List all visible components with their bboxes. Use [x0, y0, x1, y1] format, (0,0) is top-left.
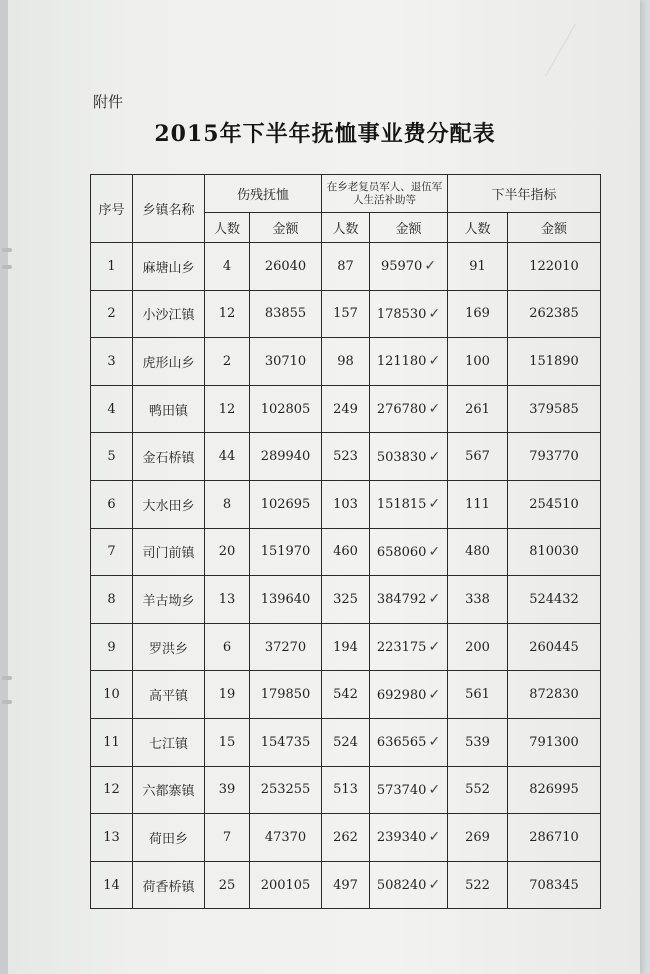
veterans-people	[322, 528, 370, 576]
table-row	[91, 243, 601, 291]
total-amount-text: 379585	[529, 401, 579, 417]
total-people-text: 480	[465, 544, 490, 560]
row-seq-text: 7	[107, 544, 116, 560]
injury-amount-text: 102805	[260, 401, 311, 417]
table-row	[91, 671, 601, 719]
veterans-people	[322, 480, 370, 528]
veterans-amount	[370, 623, 448, 671]
veterans-people-text: 87	[337, 258, 354, 274]
total-people	[448, 290, 508, 338]
row-seq-text: 1	[107, 258, 116, 274]
total-amount-text: 122010	[529, 258, 579, 274]
injury-amount	[250, 671, 322, 719]
table-body	[91, 243, 601, 909]
total-people-text: 269	[465, 829, 490, 845]
veterans-people-text: 513	[333, 782, 358, 798]
veterans-amount	[370, 480, 448, 528]
veterans-people	[322, 243, 370, 291]
injury-amount-text: 47370	[264, 829, 307, 845]
total-amount-text: 254510	[529, 496, 579, 512]
total-people-text: 552	[465, 782, 490, 798]
veterans-people	[322, 861, 370, 909]
township-name-text: 羊古坳乡	[142, 593, 195, 609]
veterans-amount-text: 508240	[376, 878, 427, 894]
total-amount-text: 151890	[529, 353, 579, 369]
injury-people-text: 25	[218, 877, 236, 893]
header-injury-group: 伤残抚恤	[205, 175, 322, 213]
header-amount: 金额	[250, 213, 322, 243]
veterans-amount-text: 658060	[376, 544, 427, 560]
row-seq-text: 11	[103, 734, 120, 750]
veterans-amount	[370, 433, 448, 481]
injury-amount	[250, 718, 322, 766]
header-veterans-group: 在乡老复员军人、退伍军人生活补助等	[322, 175, 448, 213]
total-people-text: 111	[465, 496, 490, 512]
total-people	[448, 766, 508, 814]
injury-amount-text: 26040	[264, 258, 307, 274]
veterans-amount-text: 636565	[376, 735, 427, 751]
table-row	[91, 290, 601, 338]
township-name-text: 鸭田镇	[148, 403, 188, 419]
township-name-text: 麻塘山乡	[142, 260, 195, 276]
veterans-people-text: 194	[333, 639, 358, 655]
total-amount	[508, 861, 601, 909]
injury-people	[205, 385, 250, 433]
total-people-text: 169	[465, 306, 490, 322]
total-amount	[508, 766, 601, 814]
injury-amount	[250, 576, 322, 624]
total-people-text: 91	[469, 258, 486, 274]
veterans-people-text: 157	[333, 306, 358, 322]
row-seq	[91, 338, 133, 386]
veterans-people	[322, 766, 370, 814]
total-people	[448, 861, 508, 909]
injury-amount	[250, 338, 322, 386]
total-people-text: 561	[465, 687, 490, 703]
row-seq-text: 12	[103, 782, 120, 798]
total-people-text: 567	[465, 449, 490, 465]
township-name-text: 荷田乡	[148, 831, 188, 847]
total-people	[448, 718, 508, 766]
veterans-amount-text: 692980	[376, 687, 427, 703]
total-amount	[508, 290, 601, 338]
injury-people	[205, 433, 250, 481]
veterans-amount-text: 573740	[376, 782, 427, 798]
township-name-text: 六都寨镇	[142, 784, 195, 800]
injury-people	[205, 718, 250, 766]
table-row	[91, 433, 601, 481]
township-name	[133, 433, 205, 481]
total-people	[448, 338, 508, 386]
total-amount	[508, 576, 601, 624]
check-mark-icon: ✓	[428, 781, 441, 798]
veterans-people	[322, 671, 370, 719]
injury-people	[205, 814, 250, 862]
township-name	[133, 528, 205, 576]
table-row	[91, 766, 601, 814]
township-name-text: 金石桥镇	[142, 451, 195, 467]
total-amount	[508, 623, 601, 671]
total-amount	[508, 718, 601, 766]
veterans-amount-text: 276780	[376, 402, 427, 418]
township-name	[133, 243, 205, 291]
total-amount-text: 872830	[529, 687, 579, 703]
total-amount	[508, 814, 601, 862]
injury-people-text: 15	[218, 734, 236, 750]
total-people	[448, 623, 508, 671]
veterans-amount	[370, 290, 448, 338]
injury-people	[205, 243, 250, 291]
injury-people	[205, 528, 250, 576]
veterans-people-text: 497	[333, 877, 358, 893]
table-row	[91, 385, 601, 433]
veterans-people-text: 524	[333, 734, 358, 750]
veterans-people	[322, 814, 370, 862]
injury-people-text: 8	[222, 496, 232, 512]
injury-amount	[250, 814, 322, 862]
total-amount-text: 810030	[529, 544, 579, 560]
injury-people	[205, 623, 250, 671]
total-people-text: 338	[465, 591, 490, 607]
township-name-text: 高平镇	[148, 689, 188, 705]
injury-amount-text: 37270	[264, 639, 307, 655]
check-mark-icon: ✓	[428, 734, 441, 751]
veterans-people-text: 262	[333, 829, 358, 845]
check-mark-icon: ✓	[428, 639, 441, 656]
veterans-people-text: 523	[333, 449, 358, 465]
veterans-people	[322, 623, 370, 671]
injury-people	[205, 671, 250, 719]
injury-amount	[250, 385, 322, 433]
header-people: 人数	[448, 213, 508, 243]
veterans-amount-text: 178530	[376, 306, 427, 322]
veterans-amount-text: 121180	[376, 354, 427, 370]
injury-amount	[250, 861, 322, 909]
township-name-text: 罗洪乡	[148, 641, 188, 657]
total-people	[448, 385, 508, 433]
township-name-text: 小沙江镇	[142, 308, 195, 324]
injury-amount	[250, 433, 322, 481]
table-row	[91, 718, 601, 766]
total-people	[448, 480, 508, 528]
total-amount-text: 791300	[529, 734, 579, 750]
veterans-amount-text: 223175	[376, 640, 427, 656]
injury-people-text: 13	[218, 591, 236, 607]
row-seq-text: 8	[107, 591, 116, 607]
total-amount	[508, 385, 601, 433]
veterans-people-text: 249	[333, 401, 358, 417]
total-amount-text: 826995	[529, 782, 579, 798]
total-amount-text: 793770	[529, 449, 579, 465]
injury-amount-text: 154735	[260, 734, 311, 750]
injury-amount	[250, 243, 322, 291]
injury-amount	[250, 623, 322, 671]
header-township: 乡镇名称	[133, 175, 205, 243]
injury-amount	[250, 528, 322, 576]
veterans-amount	[370, 576, 448, 624]
binding-hole	[2, 248, 12, 252]
row-seq-text: 10	[103, 687, 120, 703]
total-people	[448, 671, 508, 719]
check-mark-icon: ✓	[428, 353, 441, 370]
row-seq	[91, 766, 133, 814]
veterans-amount-text: 95970	[380, 259, 423, 275]
total-people	[448, 243, 508, 291]
injury-people	[205, 290, 250, 338]
township-name-text: 七江镇	[148, 736, 188, 752]
injury-amount	[250, 290, 322, 338]
injury-people	[205, 861, 250, 909]
row-seq-text: 13	[103, 829, 120, 845]
veterans-amount	[370, 528, 448, 576]
total-amount-text: 260445	[529, 639, 579, 655]
injury-amount	[250, 480, 322, 528]
township-name	[133, 290, 205, 338]
veterans-people-text: 542	[333, 687, 358, 703]
row-seq	[91, 480, 133, 528]
total-amount-text: 262385	[529, 306, 579, 322]
injury-amount-text: 83855	[264, 306, 307, 322]
row-seq-text: 6	[107, 496, 116, 512]
check-mark-icon: ✓	[428, 543, 441, 560]
township-name	[133, 814, 205, 862]
veterans-amount-text: 151815	[376, 497, 427, 513]
total-amount	[508, 243, 601, 291]
table-row	[91, 861, 601, 909]
total-amount	[508, 480, 601, 528]
veterans-amount	[370, 766, 448, 814]
table-row	[91, 338, 601, 386]
check-mark-icon: ✓	[428, 877, 441, 894]
row-seq	[91, 671, 133, 719]
check-mark-icon: ✓	[428, 305, 441, 322]
header-people: 人数	[205, 213, 250, 243]
check-mark-icon: ✓	[428, 448, 441, 465]
total-people-text: 100	[465, 353, 490, 369]
veterans-amount	[370, 814, 448, 862]
header-amount: 金额	[370, 213, 448, 243]
header-half-year-group: 下半年指标	[448, 175, 601, 213]
header-seq: 序号	[91, 175, 133, 243]
injury-people-text: 4	[222, 258, 232, 274]
injury-people	[205, 576, 250, 624]
row-seq-text: 2	[107, 306, 116, 322]
injury-amount-text: 139640	[260, 591, 311, 607]
injury-people	[205, 766, 250, 814]
allocation-table	[90, 174, 601, 909]
injury-people-text: 20	[218, 544, 236, 560]
injury-people-text: 12	[218, 306, 236, 322]
township-name-text: 司门前镇	[142, 546, 195, 562]
township-name	[133, 766, 205, 814]
table-row	[91, 623, 601, 671]
check-mark-icon: ✓	[428, 496, 441, 513]
binding-hole	[2, 700, 12, 704]
total-amount	[508, 338, 601, 386]
injury-amount-text: 179850	[260, 687, 311, 703]
row-seq-text: 4	[107, 401, 116, 417]
table-row	[91, 576, 601, 624]
row-seq	[91, 814, 133, 862]
check-mark-icon: ✓	[428, 829, 441, 846]
row-seq	[91, 385, 133, 433]
injury-people-text: 6	[222, 639, 232, 655]
veterans-amount	[370, 718, 448, 766]
township-name	[133, 623, 205, 671]
total-people-text: 539	[465, 734, 490, 750]
row-seq	[91, 528, 133, 576]
injury-people-text: 19	[218, 687, 236, 703]
injury-amount-text: 289940	[260, 449, 311, 465]
row-seq	[91, 623, 133, 671]
injury-people-text: 39	[218, 782, 236, 798]
table-row	[91, 528, 601, 576]
veterans-people	[322, 576, 370, 624]
township-name	[133, 861, 205, 909]
total-people	[448, 814, 508, 862]
township-name	[133, 338, 205, 386]
veterans-amount	[370, 861, 448, 909]
veterans-amount	[370, 243, 448, 291]
total-people-text: 200	[465, 639, 490, 655]
injury-people-text: 7	[222, 829, 232, 845]
injury-amount-text: 151970	[260, 544, 311, 560]
total-people	[448, 576, 508, 624]
header-people: 人数	[322, 213, 370, 243]
injury-people-text: 2	[222, 353, 232, 369]
document-title: 2015年下半年抚恤事业费分配表	[154, 121, 496, 147]
injury-people-text: 44	[218, 449, 236, 465]
row-seq-text: 5	[107, 449, 116, 465]
row-seq-text: 9	[107, 639, 116, 655]
township-name	[133, 385, 205, 433]
township-name-text: 荷香桥镇	[142, 879, 195, 895]
veterans-people-text: 103	[333, 496, 358, 512]
total-amount	[508, 671, 601, 719]
township-name-text: 虎形山乡	[142, 355, 195, 371]
veterans-amount	[370, 671, 448, 719]
injury-amount	[250, 766, 322, 814]
check-mark-icon: ✓	[428, 591, 441, 608]
township-name	[133, 480, 205, 528]
township-name	[133, 671, 205, 719]
township-name-text: 大水田乡	[142, 498, 195, 514]
total-amount-text: 286710	[529, 829, 579, 845]
veterans-people	[322, 718, 370, 766]
veterans-people-text: 98	[337, 353, 354, 369]
header-row-groups	[91, 175, 601, 213]
veterans-amount	[370, 338, 448, 386]
total-people-text: 522	[465, 877, 490, 893]
veterans-amount-text: 384792	[376, 592, 427, 608]
row-seq	[91, 861, 133, 909]
injury-people-text: 12	[218, 401, 236, 417]
check-mark-icon: ✓	[428, 401, 441, 418]
injury-amount-text: 253255	[260, 782, 311, 798]
veterans-people-text: 460	[333, 544, 358, 560]
binding-hole	[2, 265, 12, 269]
veterans-amount-text: 503830	[376, 449, 427, 465]
row-seq	[91, 290, 133, 338]
total-amount	[508, 433, 601, 481]
veterans-people-text: 325	[333, 591, 358, 607]
row-seq-text: 14	[103, 877, 120, 893]
check-mark-icon: ✓	[428, 686, 441, 703]
veterans-people	[322, 385, 370, 433]
injury-people	[205, 480, 250, 528]
injury-amount-text: 200105	[260, 877, 311, 893]
row-seq-text: 3	[107, 353, 116, 369]
township-name	[133, 718, 205, 766]
row-seq	[91, 718, 133, 766]
check-mark-icon: ✓	[424, 258, 437, 275]
veterans-amount-text: 239340	[376, 830, 427, 846]
table-row	[91, 480, 601, 528]
veterans-people	[322, 433, 370, 481]
veterans-amount	[370, 385, 448, 433]
total-amount-text: 708345	[529, 877, 579, 893]
row-seq	[91, 576, 133, 624]
total-amount	[508, 528, 601, 576]
total-people	[448, 433, 508, 481]
total-amount-text: 524432	[529, 591, 579, 607]
township-name	[133, 576, 205, 624]
veterans-people	[322, 290, 370, 338]
injury-people	[205, 338, 250, 386]
row-seq	[91, 433, 133, 481]
attachment-label: 附件	[93, 93, 124, 111]
injury-amount-text: 30710	[264, 353, 307, 369]
veterans-people	[322, 338, 370, 386]
total-people-text: 261	[465, 401, 490, 417]
header-amount: 金额	[508, 213, 601, 243]
binding-hole	[2, 676, 12, 680]
injury-amount-text: 102695	[260, 496, 311, 512]
row-seq	[91, 243, 133, 291]
total-people	[448, 528, 508, 576]
table-row	[91, 814, 601, 862]
